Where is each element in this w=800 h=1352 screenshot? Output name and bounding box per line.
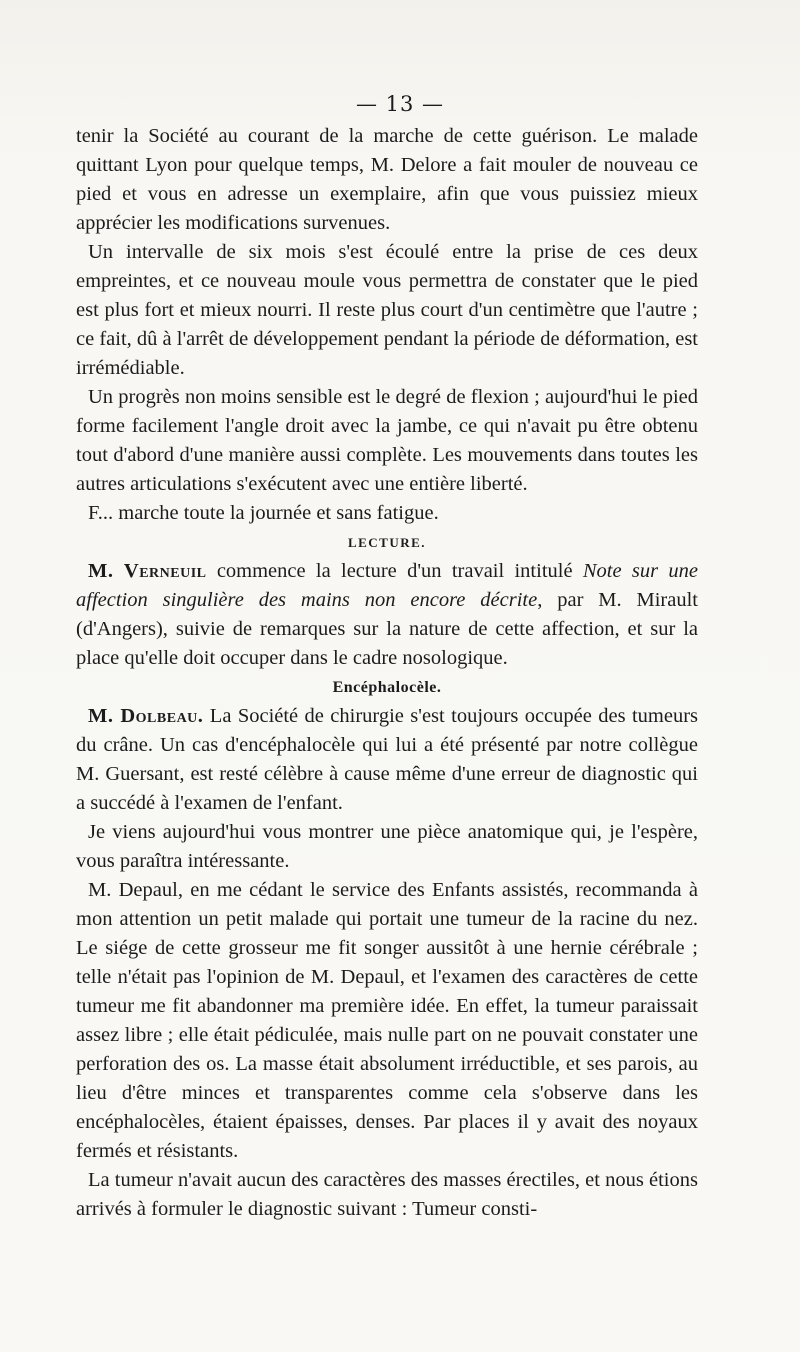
paragraph: La tumeur n'avait aucun des caractères des masses érectiles, et nous étions arrivés à formuler le diagnostic suivant : Tumeur consti- — [76, 1169, 698, 1220]
speaker-name: M. Verneuil — [88, 560, 207, 582]
work-title: Note sur une affection singulière des mains non encore décrite — [76, 560, 699, 611]
paragraph: Un progrès non moins sensible est le degré de flexion ; aujourd'hui le pied forme facilement l'angle droit avec la jambe, ce qui n'avait pu être obtenu tout d'abord d'une manière aussi complète. Les mouvements dans toutes les autres articulations s'exécutent avec une entière liberté. — [76, 386, 698, 495]
section-heading-lecture: LECTURE. — [347, 535, 427, 550]
page-number: — 13 — — [355, 92, 445, 116]
speaker-name: M. Dolbeau. — [88, 705, 204, 727]
paragraph: Un intervalle de six mois s'est écoulé entre la prise de ces deux empreintes, et ce nouveau moule vous permettra de constater que le pied est plus fort et mieux nourri. Il reste plus court d'un centimètre que l'autre ; ce fait, dû à l'arrêt de développement pendant la période de déformation, est irrémédiable. — [76, 241, 698, 379]
lecture-paragraph — [76, 557, 698, 673]
section-heading-encephalocele: Encéphalocèle. — [332, 679, 442, 696]
paragraph: tenir la Société au courant de la marche de cette guérison. Le malade quittant Lyon pour quelque temps, M. Delore a fait mouler de nouveau ce pied et vous en adresse un exemplaire, afin que vous puissiez mieux apprécier les modifications survenues. — [76, 125, 698, 234]
paragraph: F... marche toute la journée et sans fatigue. — [88, 502, 439, 524]
text-column — [76, 122, 698, 1224]
encephalocele-paragraph — [76, 702, 698, 818]
paragraph-text: La Société de chirurgie s'est toujours occupée des tumeurs du crâne. Un cas d'encéphalocèle qui lui a été présenté par notre collègue M. Guersant, est resté célèbre à cause même d'une erreur de diagnostic qui a succédé à l'examen de l'enfant. — [76, 705, 698, 814]
lecture-text-after: , par M. Mirault (d'Angers), suivie de remarques sur la nature de cette affection, et sur la place qu'elle doit occuper dans le cadre nosologique. — [76, 589, 698, 669]
paragraph: M. Depaul, en me cédant le service des Enfants assistés, recommanda à mon attention un petit malade qui portait une tumeur de la racine du nez. Le siége de cette grosseur me fit songer aussitôt à une hernie cérébrale ; telle n'était pas l'opinion de M. Depaul, et l'examen des caractères de cette tumeur me fit abandonner ma première idée. En effet, la tumeur paraissait assez libre ; elle était pédiculée, mais nulle part on ne pouvait constater une perforation des os. La masse était absolument irréductible, et ses parois, au lieu d'être minces et transparentes comme cela s'observe dans les encéphalocèles, étaient épaisses, denses. Par places il y avait des noyaux fermés et résistants. — [76, 879, 698, 1162]
paragraph: Je viens aujourd'hui vous montrer une pièce anatomique qui, je l'espère, vous paraîtra intéressante. — [76, 821, 698, 872]
lecture-text-before: commence la lecture d'un travail intitulé — [206, 560, 583, 582]
